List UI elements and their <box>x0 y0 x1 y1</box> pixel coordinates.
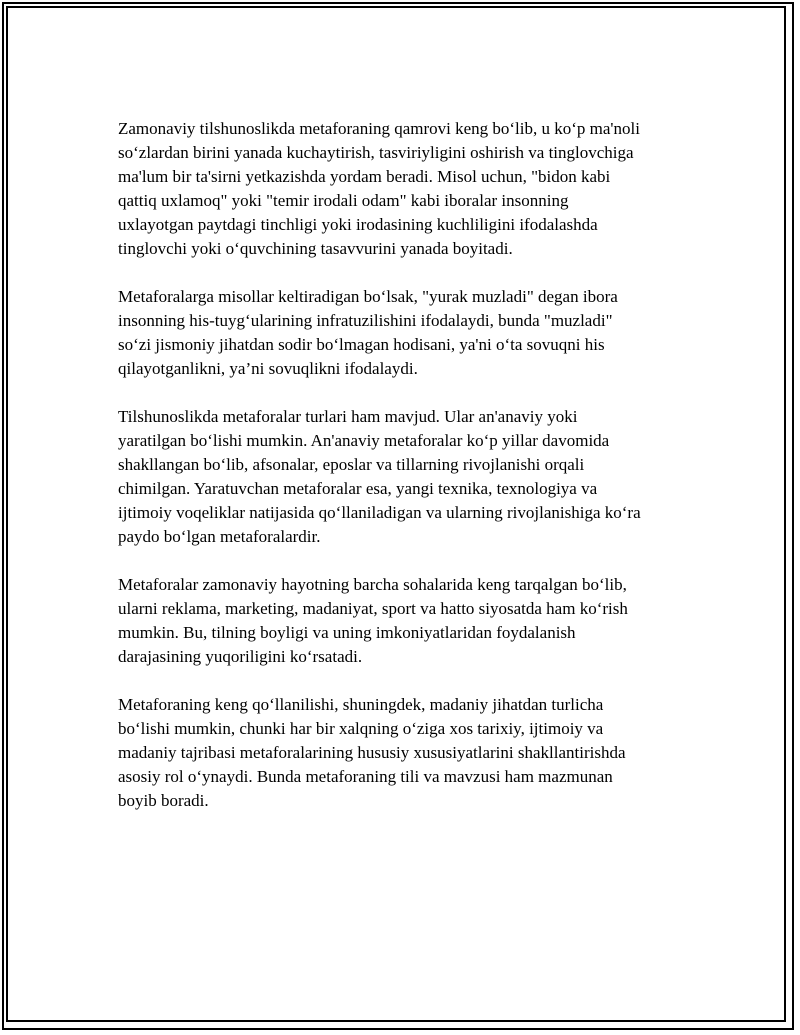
text-line: paydo bo‘lgan metaforalardir. <box>118 527 321 546</box>
text-line: darajasining yuqoriligini ko‘rsatadi. <box>118 647 363 666</box>
text-line: bo‘lishi mumkin, chunki har bir xalqning o‘ziga xos tarixiy, ijtimoiy va <box>118 719 604 738</box>
text-line: ma'lum bir ta'sirni yetkazishda yordam beradi. Misol uchun, "bidon kabi <box>118 167 611 186</box>
text-line: so‘zi jismoniy jihatdan sodir bo‘lmagan hodisani, ya'ni o‘ta sovuqni his <box>118 335 605 354</box>
text-line: qattiq uxlamoq" yoki "temir irodali odam" kabi iboralar insonning <box>118 191 569 210</box>
paragraph-4 <box>118 573 708 669</box>
text-line: Metaforalar zamonaviy hayotning barcha sohalarida keng tarqalgan bo‘lib, <box>118 575 627 594</box>
paragraph-5 <box>118 693 708 813</box>
text-line: shakllangan bo‘lib, afsonalar, eposlar va tillarning rivojlanishi orqali <box>118 455 585 474</box>
text-line: madaniy tajribasi metaforalarining hususiy xususiyatlarini shakllantirishda <box>118 743 626 762</box>
paragraph-3 <box>118 405 708 549</box>
text-line: Metaforaning keng qo‘llanilishi, shuningdek, madaniy jihatdan turlicha <box>118 695 604 714</box>
text-line: ijtimoiy voqeliklar natijasida qo‘llaniladigan va ularning rivojlanishiga ko‘ra <box>118 503 641 522</box>
text-line: asosiy rol o‘ynaydi. Bunda metaforaning tili va mavzusi ham mazmunan <box>118 767 613 786</box>
text-line: qilayotganlikni, ya’ni sovuqlikni ifodalaydi. <box>118 359 418 378</box>
text-line: Zamonaviy tilshunoslikda metaforaning qamrovi keng bo‘lib, u ko‘p ma'noli <box>118 119 640 138</box>
text-line: boyib boradi. <box>118 791 209 810</box>
paragraph-2 <box>118 285 708 381</box>
text-line: Metaforalarga misollar keltiradigan bo‘lsak, "yurak muzladi" degan ibora <box>118 287 618 306</box>
text-line: chimilgan. Yaratuvchan metaforalar esa, yangi texnika, texnologiya va <box>118 479 598 498</box>
text-line: tinglovchi yoki o‘quvchining tasavvurini yanada boyitadi. <box>118 239 513 258</box>
text-line: uxlayotgan paytdagi tinchligi yoki irodasining kuchliligini ifodalashda <box>118 215 598 234</box>
text-line: so‘zlardan birini yanada kuchaytirish, tasviriyligini oshirish va tinglovchiga <box>118 143 634 162</box>
document-body <box>118 117 708 837</box>
text-line: insonning his-tuyg‘ularining infratuzilishini ifodalaydi, bunda "muzladi" <box>118 311 613 330</box>
paragraph-1 <box>118 117 708 261</box>
text-line: yaratilgan bo‘lishi mumkin. An'anaviy metaforalar ko‘p yillar davomida <box>118 431 610 450</box>
text-line: Tilshunoslikda metaforalar turlari ham mavjud. Ular an'anaviy yoki <box>118 407 578 426</box>
text-line: ularni reklama, marketing, madaniyat, sport va hatto siyosatda ham ko‘rish <box>118 599 628 618</box>
text-line: mumkin. Bu, tilning boyligi va uning imkoniyatlaridan foydalanish <box>118 623 576 642</box>
